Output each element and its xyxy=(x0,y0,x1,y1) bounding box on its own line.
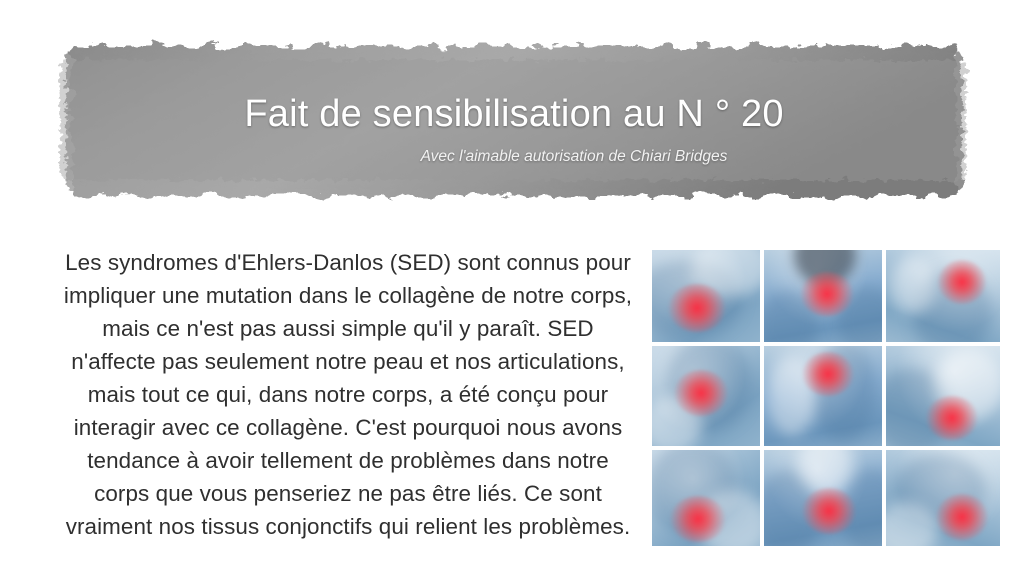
knee-pain-image xyxy=(650,448,762,548)
body-paragraph: Les syndromes d'Ehlers-Danlos (SED) sont connus pour impliquer une mutation dans le collagène de notre corps, mais ce n'est pas aussi simple qu'il y paraît. SED n'affecte pas seulement notre peau et nos articulations, mais tout ce qui, dans notre corps, a été conçu pour interagir avec ce collagène. C'est pourquoi nous avons tendance à avoir tellement de problèmes dans notre corps que vous penseriez ne pas être liés. Ce sont vraiment nos tissus conjonctifs qui relient les problèmes. xyxy=(63,250,633,539)
pain-image-collage xyxy=(650,248,1002,548)
elbow-pain-image xyxy=(650,248,762,344)
lower-back-pain-image xyxy=(762,448,884,548)
upper-back-pain-image xyxy=(762,344,884,448)
title-banner xyxy=(58,34,970,206)
page-title: Fait de sensibilisation au N ° 20 xyxy=(244,92,784,135)
page-subtitle: Avec l'aimable autorisation de Chiari Bridges xyxy=(420,147,728,165)
hand-pain-image xyxy=(884,448,1002,548)
abdomen-pain-image xyxy=(884,344,1002,448)
shoulder-pain-image xyxy=(884,248,1002,344)
neck-pain-image xyxy=(762,248,884,344)
wrist-pain-image xyxy=(650,344,762,448)
